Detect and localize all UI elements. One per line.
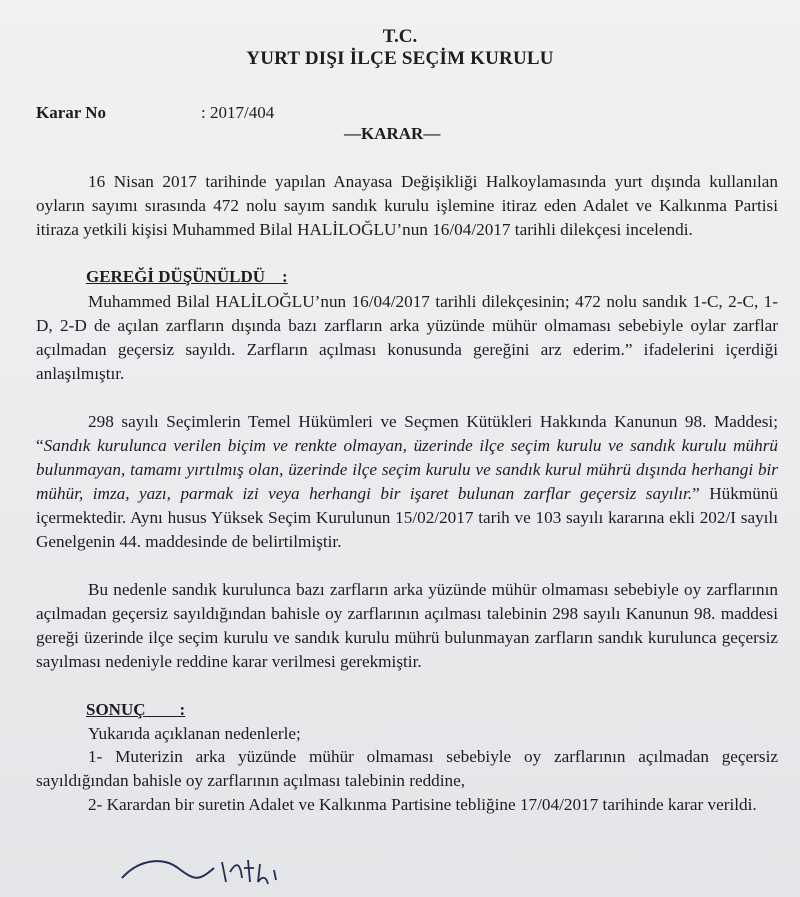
paragraph-intro: 16 Nisan 2017 tarihinde yapılan Anayasa Değişikliği Halkoylamasında yurt dışında kullanılan oyların sayımı sırasında 472 nolu sayım sandık kurulu işlemine itiraz eden Adalet ve Kalkınma Partisi itiraza yetkili kişisi Muhammed Bilal HALİLOĞLU’nun 16/04/2017 tarihli dilekçesi incelendi. [36,172,778,239]
paragraph-result-item-2: 2- Karardan bir suretin Adalet ve Kalkınma Partisine tebliğine 17/04/2017 tarihinde karar verildi. [88,795,757,814]
law-quote: Sandık kurulunca verilen biçim ve renkte olmayan, üzerinde ilçe seçim kurulu ve sandık kurulu mührü bulunmayan, tamamı yırtılmış olan, üzerinde ilçe seçim kurulu ve sandık kurul mührü dışında herhangi bir mühür, imza, yazı, parmak izi veya herhangi bir işaret bulunan zarflar geçersiz sayılır. [36,436,778,503]
paragraph-result-intro: Yukarıda açıklanan nedenlerle; [88,724,301,743]
law-text-intro: 298 sayılı Seçimlerin Temel Hükümleri ve Seçmen Kütükleri Hakkında Kanunun 98. Maddesi; “ [36,412,778,455]
signature-mark [118,838,318,897]
header-board-name: YURT DIŞI İLÇE SEÇİM KURULU [246,48,554,69]
paragraph-law [36,410,778,554]
law-text-outro: ” Hükmünü içermektedir. Aynı husus Yüksek Seçim Kurulunun 15/02/2017 tarih ve 103 sayılı kararına ekli 202/I sayılı Genelgenin 44. maddesinde de belirtilmiştir. [36,484,778,551]
paragraph-petition: Muhammed Bilal HALİLOĞLU’nun 16/04/2017 tarihli dilekçesinin; 472 nolu sandık 1-C, 2-C, 1-D, 2-D de açılan zarfların dışında bazı zarfların arka yüzünde mühür olmaması sebebiyle oylar zarflar açılmadan geçersiz sayıldı. Zarfların açılması konusunda gereğini arz ederim.” ifadelerini içerdiği anlaşılmıştır. [36,292,778,383]
paragraph-result-item-1: 1- Muterizin arka yüzünde mühür olmaması sebebiyle oy zarflarının açılmadan geçersiz sayıldığından bahisle oy zarflarının açılması talebinin reddine, [36,747,778,790]
section-heading-considered: GEREĞİ DÜŞÜNÜLDÜ : [86,267,288,286]
decision-title: —KARAR— [344,124,441,143]
paragraph-reasoning: Bu nedenle sandık kurulunca bazı zarfların arka yüzünde mühür olmaması sebebiyle oy zarflarının açılmadan geçersiz sayıldığından bahisle oy zarflarının açılması talebinin 298 sayılı Kanunun 98. maddesi gereği üzerinde ilçe seçim kurulu ve sandık kurulu mührü bulunmayan zarfların sandık kurulunca geçersiz sayılması nedeniyle reddine karar verilmesi gerekmiştir. [36,580,778,671]
section-heading-result: SONUÇ : [86,700,186,719]
decision-number-value: : 2017/404 [201,103,275,122]
header-tc: T.C. [382,26,418,47]
decision-number-label: Karar No [36,103,107,122]
